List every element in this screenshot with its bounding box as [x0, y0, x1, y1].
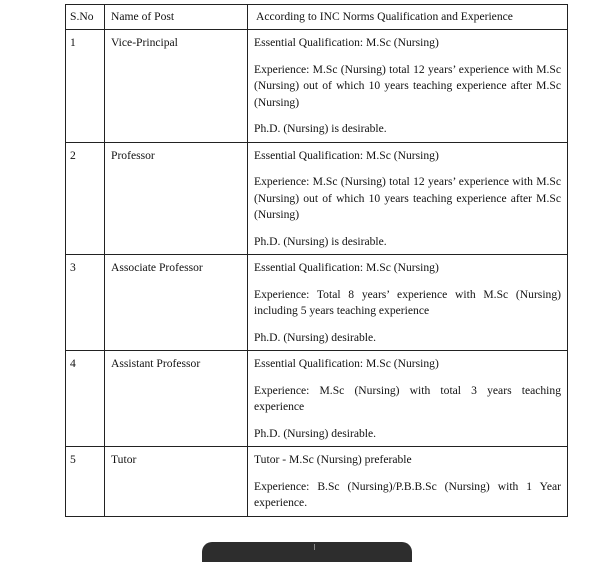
- header-row: [66, 5, 568, 30]
- bottom-bar: [202, 542, 412, 562]
- requirement-line: Ph.D. (Nursing) desirable.: [254, 426, 377, 440]
- table-body: [66, 30, 568, 517]
- cell-post-name: Professor: [105, 142, 248, 255]
- requirement-line: Essential Qualification: M.Sc (Nursing): [254, 357, 439, 370]
- requirement-line: Experience: M.Sc (Nursing) total 12 years’ experience with M.Sc (Nursing) out of which 10 years teaching experience after M.Sc (Nursing): [254, 175, 561, 221]
- cell-requirements: [248, 447, 568, 517]
- requirement-line: Ph.D. (Nursing) is desirable.: [254, 122, 387, 135]
- table-row: [66, 255, 568, 351]
- cell-requirements: [248, 30, 568, 143]
- cell-requirements: [248, 142, 568, 255]
- table-row: [66, 30, 568, 143]
- cell-sno: 4: [66, 351, 105, 447]
- table-header: [66, 5, 568, 30]
- cell-sno: 3: [66, 255, 105, 351]
- requirement-line: Tutor - M.Sc (Nursing) preferable: [254, 453, 412, 466]
- table-row: [66, 142, 568, 255]
- cell-post-name: Associate Professor: [105, 255, 248, 351]
- requirement-line: Experience: M.Sc (Nursing) with total 3 years teaching experience: [254, 383, 561, 413]
- header-sno: S.No: [66, 5, 105, 30]
- requirement-line: Essential Qualification: M.Sc (Nursing): [254, 261, 439, 274]
- cell-sno: 5: [66, 447, 105, 517]
- cell-sno: 2: [66, 142, 105, 255]
- cell-sno: 1: [66, 30, 105, 143]
- requirement-line: Experience: B.Sc (Nursing)/P.B.B.Sc (Nursing) with 1 Year experience.: [254, 479, 561, 509]
- table-row: [66, 447, 568, 517]
- cell-post-name: Vice-Principal: [105, 30, 248, 143]
- header-name-of-post: Name of Post: [105, 5, 248, 30]
- cell-requirements: [248, 351, 568, 447]
- cell-requirements: [248, 255, 568, 351]
- cell-post-name: Tutor: [105, 447, 248, 517]
- requirement-line: Essential Qualification: M.Sc (Nursing): [254, 36, 439, 49]
- requirement-line: Experience: M.Sc (Nursing) total 12 years’ experience with M.Sc (Nursing) out of which 10 years teaching experience after M.Sc (Nursing): [254, 62, 561, 109]
- table-row: [66, 351, 568, 447]
- requirement-line: Ph.D. (Nursing) is desirable.: [254, 234, 387, 248]
- header-requirement: According to INC Norms Qualification and Experience: [248, 5, 568, 30]
- requirement-line: Essential Qualification: M.Sc (Nursing): [254, 148, 439, 162]
- cell-post-name: Assistant Professor: [105, 351, 248, 447]
- requirement-line: Ph.D. (Nursing) desirable.: [254, 330, 377, 344]
- qualification-table: [65, 4, 568, 517]
- requirement-line: Experience: Total 8 years’ experience with M.Sc (Nursing) including 5 years teaching experience: [254, 287, 561, 317]
